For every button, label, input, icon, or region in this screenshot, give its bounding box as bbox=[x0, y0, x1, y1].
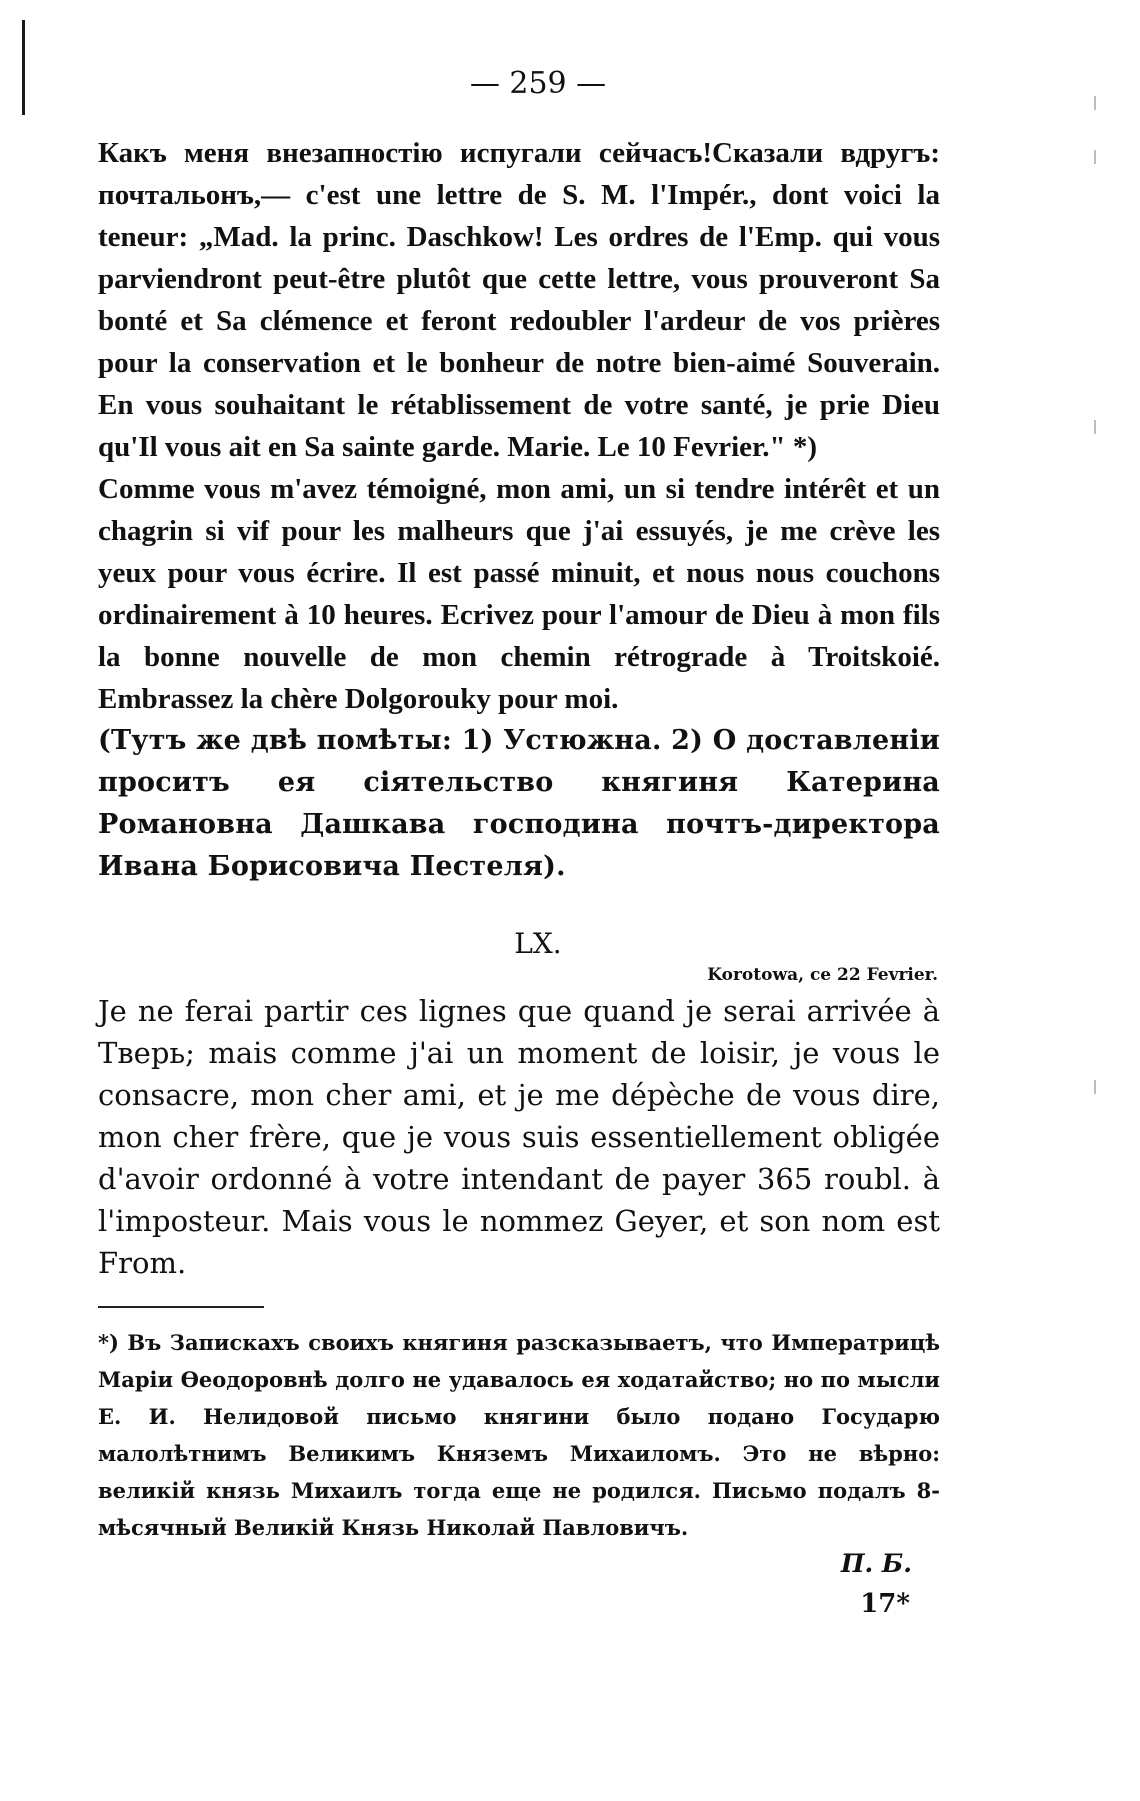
footnote-signature: П. Б. bbox=[840, 1549, 912, 1578]
book-page bbox=[98, 62, 940, 1622]
section-number: LX. bbox=[514, 927, 562, 960]
footnote-divider bbox=[98, 1306, 264, 1308]
scan-edge-mark bbox=[1094, 150, 1096, 164]
scan-edge-mark bbox=[1094, 420, 1096, 434]
scan-edge-mark bbox=[1094, 1080, 1096, 1094]
paragraph-letter-quote: Какъ меня внезапностію испугали сейчасъ!Сказали вдругъ: почтальонъ,— c'est une lettre de S. M. l'Impér., dont voici la teneur: „Mad. la princ. Daschkow! Les ordres de l'Emp. qui vous parviendront peut-être plutôt que cette lettre, vous prouveront Sa bonté et Sa clémence et feront redoubler l'ardeur de vos prières pour la conservation et le bonheur de notre bien-aimé Souverain. En vous souhaitant le rétablissement de votre santé, je prie Dieu qu'Il vous ait en Sa sainte garde. Marie. Le 10 Fevrier." *) bbox=[98, 137, 940, 463]
page-number: — 259 — bbox=[469, 66, 607, 101]
sheet-signature: 17* bbox=[860, 1589, 910, 1619]
scan-edge-mark bbox=[1094, 96, 1096, 110]
paragraph-letter-lx: Je ne ferai partir ces lignes que quand je serai arrivée à Тверь; mais comme j'ai un moment de loisir, je vous le consacre, mon cher ami, et je me dépèche de vous dire, mon cher frère, que je vous suis essentiellement obligée d'avoir ordonné à votre intendant de payer 365 roubl. à l'imposteur. Mais vous le nommez Geyer, et son nom est From. bbox=[98, 994, 940, 1280]
footnote: *) Въ Запискахъ своихъ княгиня разсказываетъ, что Императрицѣ Маріи Ѳеодоровнѣ долго не удавалось ея ходатайство; но по мысли Е. И. Нелидовой письмо княгини было подано Государю малолѣтнимъ Великимъ Княземъ Михаиломъ. Это не вѣрно: великій князь Михаилъ тогда еще не родился. Письмо подалъ 8-мѣсячный Великій Князь Николай Павловичъ. bbox=[98, 1330, 940, 1540]
scan-edge-line bbox=[22, 20, 25, 115]
paragraph-letter-body: Comme vous m'avez témoigné, mon ami, un si tendre intérêt et un chagrin si vif pour les malheurs que j'ai essuyés, je me crève les yeux pour vous écrire. Il est passé minuit, et nous nous couchons ordinairement à 10 heures. Ecrivez pour l'amour de Dieu à mon fils la bonne nouvelle de mon chemin rétrograde à Troitskoié. Embrassez la chère Dolgorouky pour moi. bbox=[98, 473, 940, 715]
paragraph-editor-note: (Тутъ же двѣ помѣты: 1) Устюжна. 2) О доставленіи проситъ ея сіятельство княгиня Катерина Романовна Дашкава господина почтъ-директора Ивана Борисовича Пестеля). bbox=[98, 725, 940, 882]
letter-dateline: Korotowa, ce 22 Fevrier. bbox=[707, 965, 938, 985]
